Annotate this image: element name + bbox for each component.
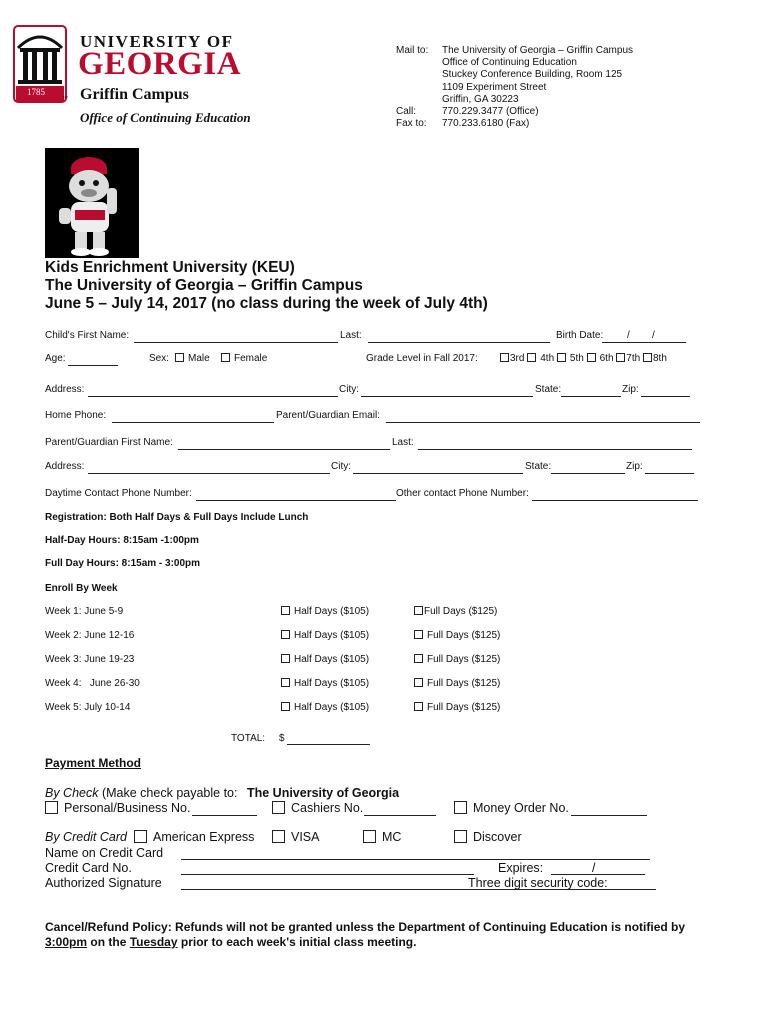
home-phone-label: Home Phone: bbox=[45, 410, 107, 421]
half-day-option[interactable] bbox=[281, 678, 369, 689]
age-field[interactable] bbox=[68, 365, 118, 366]
grade-label-5th: 5th bbox=[569, 353, 584, 364]
city-label: City: bbox=[339, 384, 359, 395]
birth-date-label: Birth Date: bbox=[556, 330, 604, 341]
total-field[interactable] bbox=[287, 744, 370, 745]
full-day-label: Full Days ($125) bbox=[427, 630, 501, 641]
child-first-label: Child's First Name: bbox=[45, 330, 130, 341]
full-day-label: Full Days ($125) bbox=[427, 678, 501, 689]
full-day-option[interactable] bbox=[414, 702, 500, 713]
title-line1: Kids Enrichment University (KEU) bbox=[45, 259, 295, 276]
grade-option[interactable] bbox=[527, 353, 554, 364]
mc-option[interactable] bbox=[363, 830, 401, 844]
state-field[interactable] bbox=[561, 396, 621, 397]
total-currency: $ bbox=[279, 733, 285, 744]
female-option[interactable] bbox=[221, 353, 267, 364]
full-day-option[interactable] bbox=[414, 606, 497, 617]
grade-label: Grade Level in Fall 2017: bbox=[366, 353, 478, 364]
other-phone-label: Other contact Phone Number: bbox=[396, 488, 529, 499]
mail-line: Stuckey Conference Building, Room 125 bbox=[442, 69, 623, 81]
grade-option[interactable] bbox=[643, 353, 667, 364]
week-label: Week 2: June 12-16 bbox=[45, 630, 135, 641]
security-label: Three digit security code: bbox=[468, 876, 608, 890]
personal-label: Personal/Business No. bbox=[64, 801, 191, 815]
full-day-checkbox[interactable] bbox=[414, 678, 423, 687]
total-label: TOTAL: bbox=[231, 733, 266, 744]
mascot-image bbox=[45, 148, 139, 258]
full-day-hours: Full Day Hours: 8:15am - 3:00pm bbox=[45, 558, 201, 569]
full-day-label: Full Days ($125) bbox=[427, 654, 501, 665]
payment-heading: Payment Method bbox=[45, 756, 142, 770]
guardian-email-label: Parent/Guardian Email: bbox=[276, 410, 380, 421]
policy-line1: Cancel/Refund Policy: Refunds will not be granted unless the Department of Continuing Education is notified by bbox=[45, 920, 686, 934]
visa-option[interactable] bbox=[272, 830, 320, 844]
title-line2: The University of Georgia – Griffin Campus bbox=[45, 277, 363, 294]
city-field[interactable] bbox=[361, 396, 533, 397]
state2-label: State: bbox=[525, 461, 552, 472]
half-day-checkbox[interactable] bbox=[281, 678, 290, 687]
discover-checkbox[interactable] bbox=[454, 830, 467, 843]
half-day-checkbox[interactable] bbox=[281, 702, 290, 711]
half-day-checkbox[interactable] bbox=[281, 630, 290, 639]
home-phone-field[interactable] bbox=[112, 422, 274, 423]
full-day-checkbox[interactable] bbox=[414, 654, 423, 663]
half-day-label: Half Days ($105) bbox=[294, 606, 370, 617]
cashiers-option[interactable] bbox=[272, 801, 363, 815]
policy-time: 3:00pm bbox=[45, 935, 88, 949]
age-label: Age: bbox=[45, 353, 66, 364]
check-payable-label: (Make check payable to: bbox=[101, 786, 238, 800]
child-first-field[interactable] bbox=[134, 342, 338, 343]
mail-line: Griffin, GA 30223 bbox=[442, 93, 519, 105]
check-payee: The University of Georgia bbox=[246, 786, 400, 800]
grade-checkbox[interactable] bbox=[527, 353, 536, 362]
expires-sep: / bbox=[592, 861, 596, 875]
half-day-label: Half Days ($105) bbox=[294, 630, 370, 641]
week-label: Week 1: June 5-9 bbox=[45, 606, 124, 617]
grade-checkbox[interactable] bbox=[616, 353, 625, 362]
week-label: Week 4: June 26-30 bbox=[45, 678, 140, 689]
half-day-label: Half Days ($105) bbox=[294, 654, 370, 665]
zip-field[interactable] bbox=[641, 396, 690, 397]
zip2-label: Zip: bbox=[626, 461, 643, 472]
discover-option[interactable] bbox=[454, 830, 522, 844]
logo-tm: ™ bbox=[62, 96, 68, 102]
discover-label: Discover bbox=[473, 830, 522, 844]
policy-on-the: on the bbox=[90, 935, 127, 949]
card-no-label: Credit Card No. bbox=[45, 861, 132, 875]
male-label: Male bbox=[188, 353, 210, 364]
mc-label: MC bbox=[382, 830, 402, 844]
guardian-first-label: Parent/Guardian First Name: bbox=[45, 437, 173, 448]
grade-label-8th: 8th bbox=[652, 353, 667, 364]
cashiers-checkbox[interactable] bbox=[272, 801, 285, 814]
signature-label: Authorized Signature bbox=[45, 876, 162, 890]
grade-label-7th: 7th bbox=[626, 353, 641, 364]
mail-line: The University of Georgia – Griffin Campus bbox=[442, 45, 634, 56]
half-day-hours: Half-Day Hours: 8:15am -1:00pm bbox=[45, 535, 199, 546]
grade-options bbox=[500, 353, 667, 364]
guardian-email-field[interactable] bbox=[386, 422, 700, 423]
full-day-option[interactable] bbox=[414, 654, 500, 665]
amex-option[interactable] bbox=[134, 830, 254, 844]
policy-day: Tuesday bbox=[129, 935, 178, 949]
half-day-option[interactable] bbox=[281, 630, 369, 641]
visa-label: VISA bbox=[291, 830, 320, 844]
mail-address bbox=[442, 45, 633, 130]
state-label: State: bbox=[535, 384, 562, 395]
cashiers-no-field[interactable] bbox=[364, 815, 436, 816]
birth-date-field[interactable] bbox=[602, 342, 686, 343]
guardian-first-field[interactable] bbox=[178, 449, 390, 450]
name-on-card-label: Name on Credit Card bbox=[45, 846, 164, 860]
full-day-label: Full Days ($125) bbox=[424, 606, 498, 617]
personal-no-field[interactable] bbox=[192, 815, 257, 816]
week-label: Week 3: June 19-23 bbox=[45, 654, 135, 665]
check-line bbox=[45, 786, 399, 800]
zip2-field[interactable] bbox=[645, 473, 694, 474]
money-order-label: Money Order No. bbox=[473, 801, 569, 815]
logo-campus: Griffin Campus bbox=[80, 86, 189, 103]
grade-option[interactable] bbox=[587, 353, 614, 364]
cashiers-label: Cashiers No. bbox=[291, 801, 364, 815]
expires-label: Expires: bbox=[498, 861, 544, 875]
female-checkbox[interactable] bbox=[221, 353, 230, 362]
fax-value: 770.233.6180 (Fax) bbox=[442, 118, 530, 130]
half-day-option[interactable] bbox=[281, 702, 369, 713]
personal-checkbox[interactable] bbox=[45, 801, 58, 814]
money-order-option[interactable] bbox=[454, 801, 569, 815]
half-day-label: Half Days ($105) bbox=[294, 678, 370, 689]
logo-line1: UNIVERSITY OF bbox=[80, 32, 234, 51]
grade-checkbox[interactable] bbox=[643, 353, 652, 362]
amex-label: American Express bbox=[153, 830, 255, 844]
grade-checkbox[interactable] bbox=[500, 353, 509, 362]
male-option[interactable] bbox=[175, 353, 210, 364]
card-no-field[interactable] bbox=[181, 874, 474, 875]
address2-label: Address: bbox=[45, 461, 85, 472]
grade-label-4th: 4th bbox=[540, 353, 555, 364]
policy-suffix: prior to each week's initial class meeting. bbox=[180, 935, 417, 949]
grade-checkbox[interactable] bbox=[587, 353, 596, 362]
grade-option[interactable] bbox=[500, 353, 524, 364]
sex-label: Sex: bbox=[149, 353, 170, 364]
grade-option[interactable] bbox=[557, 353, 584, 364]
visa-checkbox[interactable] bbox=[272, 830, 285, 843]
grade-checkbox[interactable] bbox=[557, 353, 566, 362]
page-title bbox=[45, 259, 488, 313]
half-day-checkbox[interactable] bbox=[281, 606, 290, 615]
guardian-last-label: Last: bbox=[392, 437, 414, 448]
policy-line2 bbox=[45, 935, 735, 950]
uga-logo bbox=[12, 24, 252, 134]
birth-sep: / bbox=[652, 330, 655, 341]
address-field[interactable] bbox=[88, 396, 338, 397]
bulldog-mascot-icon bbox=[45, 148, 139, 258]
by-cc-label: By Credit Card bbox=[45, 830, 127, 844]
full-day-checkbox[interactable] bbox=[414, 606, 423, 615]
child-last-label: Last: bbox=[340, 330, 362, 341]
city2-field[interactable] bbox=[353, 473, 523, 474]
title-line3: June 5 – July 14, 2017 (no class during the week of July 4th) bbox=[45, 295, 488, 312]
full-day-checkbox[interactable] bbox=[414, 630, 423, 639]
guardian-last-field[interactable] bbox=[418, 449, 692, 450]
mail-line: Office of Continuing Education bbox=[442, 57, 577, 69]
call-value: 770.229.3477 (Office) bbox=[442, 106, 539, 118]
other-phone-field[interactable] bbox=[532, 500, 698, 501]
half-day-option[interactable] bbox=[281, 654, 369, 665]
mail-label: Mail to: bbox=[396, 45, 429, 56]
money-order-field[interactable] bbox=[571, 815, 647, 816]
address2-field[interactable] bbox=[88, 473, 330, 474]
half-day-option[interactable] bbox=[281, 606, 369, 617]
full-day-label: Full Days ($125) bbox=[427, 702, 501, 713]
birth-sep: / bbox=[627, 330, 630, 341]
female-label: Female bbox=[234, 353, 268, 364]
registration-note: Registration: Both Half Days & Full Days Include Lunch bbox=[45, 512, 309, 523]
zip-label: Zip: bbox=[622, 384, 639, 395]
half-day-label: Half Days ($105) bbox=[294, 702, 370, 713]
logo-office: Office of Continuing Education bbox=[80, 110, 251, 125]
amex-checkbox[interactable] bbox=[134, 830, 147, 843]
personal-option[interactable] bbox=[45, 801, 190, 815]
enroll-heading: Enroll By Week bbox=[45, 583, 118, 594]
call-label: Call: bbox=[396, 106, 417, 117]
daytime-phone-label: Daytime Contact Phone Number: bbox=[45, 488, 192, 499]
by-check-label: By Check bbox=[45, 786, 99, 800]
half-day-checkbox[interactable] bbox=[281, 654, 290, 663]
male-checkbox[interactable] bbox=[175, 353, 184, 362]
logo-line2: GEORGIA bbox=[78, 46, 242, 82]
grade-label-6th: 6th bbox=[599, 353, 614, 364]
mail-line: 1109 Experiment Street bbox=[442, 81, 547, 93]
mc-checkbox[interactable] bbox=[363, 830, 376, 843]
money-order-checkbox[interactable] bbox=[454, 801, 467, 814]
child-last-field[interactable] bbox=[368, 342, 550, 343]
grade-label-3rd: 3rd bbox=[510, 353, 525, 364]
full-day-option[interactable] bbox=[414, 678, 500, 689]
expires-field[interactable] bbox=[551, 874, 645, 875]
fax-label: Fax to: bbox=[396, 118, 427, 129]
city2-label: City: bbox=[331, 461, 351, 472]
grade-option[interactable] bbox=[616, 353, 640, 364]
logo-year: 1785 bbox=[27, 87, 45, 97]
state2-field[interactable] bbox=[551, 473, 625, 474]
week-label: Week 5: July 10-14 bbox=[45, 702, 131, 713]
full-day-option[interactable] bbox=[414, 630, 500, 641]
full-day-checkbox[interactable] bbox=[414, 702, 423, 711]
daytime-phone-field[interactable] bbox=[196, 500, 396, 501]
refund-policy bbox=[45, 920, 735, 950]
address-label: Address: bbox=[45, 384, 85, 395]
name-on-card-field[interactable] bbox=[181, 859, 650, 860]
